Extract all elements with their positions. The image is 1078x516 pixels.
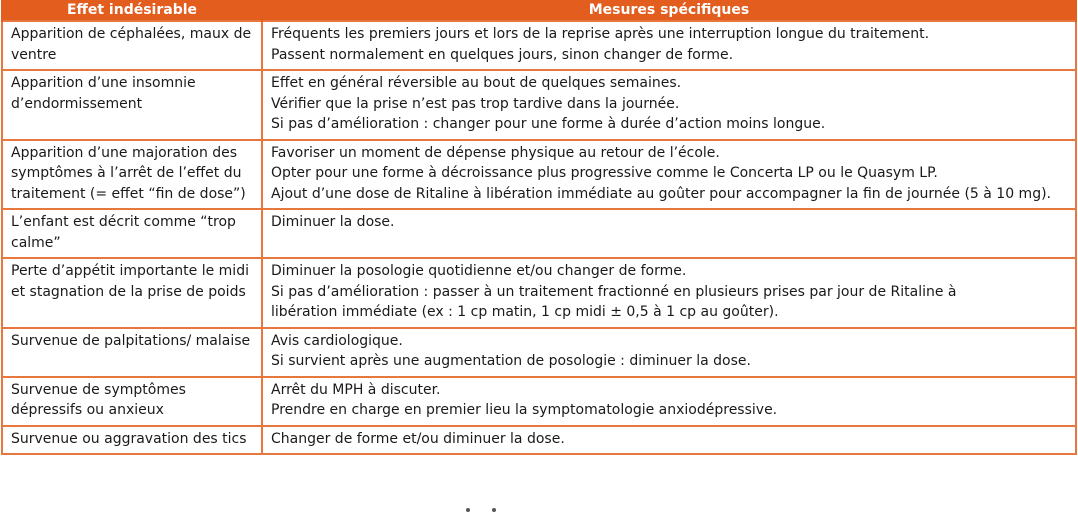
mesure-line: Si pas d’amélioration : passer à un traitement fractionné en plusieurs prises par jour de Ritaline à (271, 283, 957, 300)
effet-text: Apparition d’une insomnie d’endormissement (11, 75, 196, 112)
mesure-line: Prendre en charge en premier lieu la symptomatologie anxiodépressive. (271, 402, 778, 418)
effet-text: Perte d’appétit importante le midi et stagnation de la prise de poids (11, 263, 249, 300)
table-row (2, 140, 1076, 210)
mesure-line: Diminuer la dose. (271, 214, 395, 230)
mesure-line: Ajout d’une dose de Ritaline à libération immédiate au goûter pour accompagner la fin de journée (5 à 10 mg). (271, 185, 1051, 202)
mesures-cell (262, 258, 1076, 328)
mesure-line: Arrêt du MPH à discuter. (271, 381, 441, 398)
mesures-cell (262, 21, 1076, 70)
mesure-line: Diminuer la posologie quotidienne et/ou changer de forme. (271, 263, 687, 279)
mesure-line: Passent normalement en quelques jours, sinon changer de forme. (271, 46, 734, 63)
mesure-line: Vérifier que la prise n’est pas trop tardive dans la journée. (271, 95, 680, 112)
mesures-cell (262, 209, 1076, 258)
mesure-line: Si pas d’amélioration : changer pour une forme à durée d’action moins longue. (271, 116, 826, 132)
effet-cell (2, 209, 262, 258)
effet-cell (2, 140, 262, 210)
header-effet: Effet indésirable (2, 0, 262, 21)
mesures-cell (262, 377, 1076, 426)
effet-text: Survenue de palpitations/ malaise (11, 332, 251, 349)
mesure-line: Opter pour une forme à décroissance plus progressive comme le Concerta LP ou le Quasym LP. (271, 165, 938, 181)
header-mesures: Mesures spécifiques (262, 0, 1076, 21)
mesure-line: Effet en général réversible au bout de quelques semaines. (271, 75, 682, 91)
effet-cell (2, 426, 262, 455)
mesures-cell (262, 328, 1076, 377)
mesures-cell (262, 70, 1076, 140)
effet-text: Apparition d’une majoration des symptômes à l’arrêt de l’effet du traitement (= effet “fin de dose”) (11, 144, 246, 202)
mesure-line: libération immédiate (ex : 1 cp matin, 1 cp midi ± 0,5 à 1 cp au goûter). (271, 304, 779, 320)
table-row (2, 426, 1076, 455)
mesure-line: Favoriser un moment de dépense physique au retour de l’école. (271, 144, 720, 161)
effet-text: Survenue de symptômes dépressifs ou anxieux (11, 381, 186, 418)
mesure-line: Avis cardiologique. (271, 332, 403, 349)
effet-cell (2, 258, 262, 328)
table-row (2, 328, 1076, 377)
side-effects-table (1, 0, 1077, 455)
mesure-line: Changer de forme et/ou diminuer la dose. (271, 430, 565, 447)
table-row (2, 70, 1076, 140)
table-row (2, 209, 1076, 258)
table-row (2, 377, 1076, 426)
mesure-line: Fréquents les premiers jours et lors de la reprise après une interruption longue du traitement. (271, 26, 930, 42)
effet-cell (2, 21, 262, 70)
effet-text: L’enfant est décrit comme “trop calme” (11, 214, 236, 251)
mesures-cell (262, 426, 1076, 455)
effet-cell (2, 328, 262, 377)
table-body (2, 21, 1076, 454)
effet-cell (2, 377, 262, 426)
header-row (2, 0, 1076, 21)
mesure-line: Si survient après une augmentation de posologie : diminuer la dose. (271, 353, 751, 369)
table-row (2, 21, 1076, 70)
page-number-mark (462, 508, 502, 512)
effet-text: Apparition de céphalées, maux de ventre (11, 26, 252, 63)
table-row (2, 258, 1076, 328)
effet-cell (2, 70, 262, 140)
effet-text: Survenue ou aggravation des tics (11, 430, 247, 447)
mesures-cell (262, 140, 1076, 210)
